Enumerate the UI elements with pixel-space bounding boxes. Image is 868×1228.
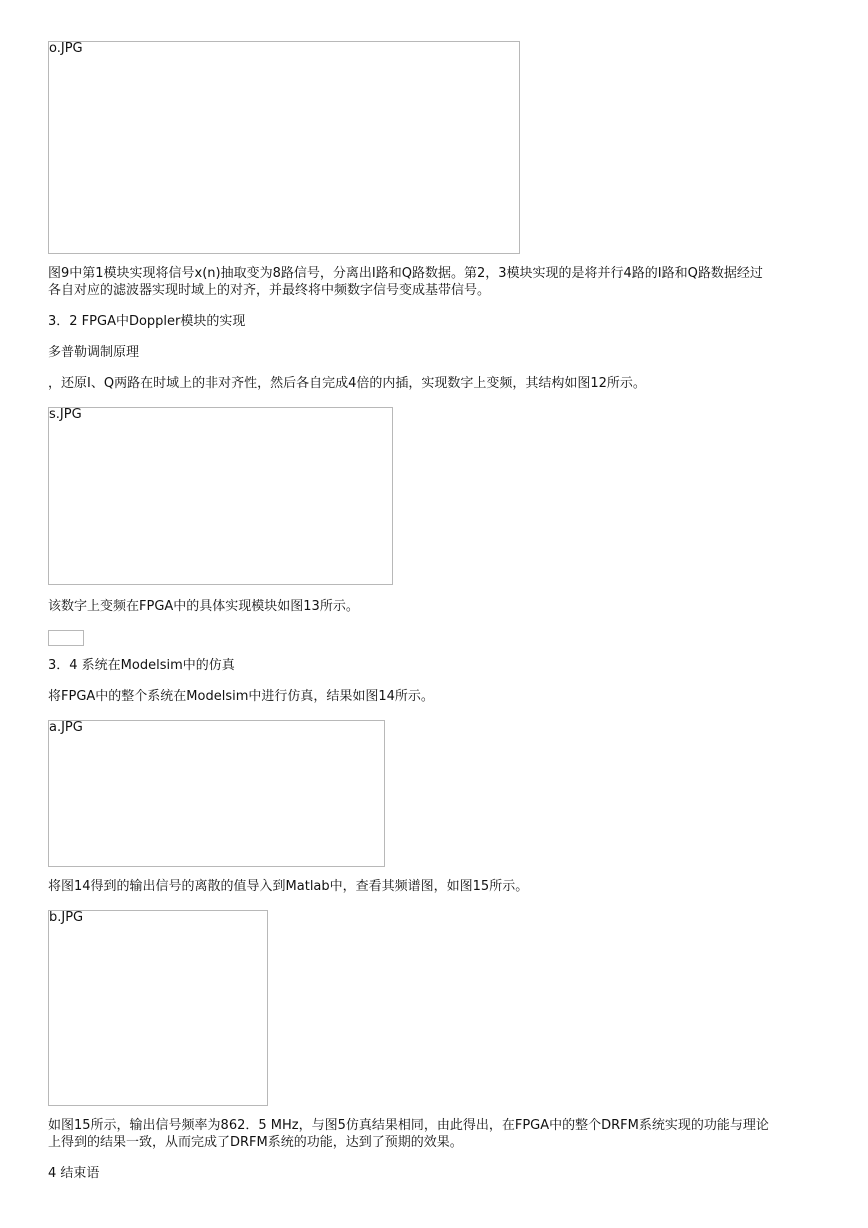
paragraph-doppler-principle: 多普勒调制原理 (48, 345, 140, 360)
figure-a-caption: a.JPG (49, 720, 83, 735)
figure-b-caption: b.JPG (49, 910, 84, 925)
paragraph-fig13: 该数字上变频在FPGA中的具体实现模块如图13所示。 (48, 599, 359, 614)
broken-image-placeholder (48, 630, 84, 646)
figure-o-caption: o.JPG (49, 41, 83, 56)
paragraph-fig9-line2: 各自对应的滤波器实现时域上的对齐，并最终将中频数字信号变成基带信号。 (48, 283, 491, 298)
figure-a (48, 720, 385, 867)
section-heading-3-4: 3．4 系统在Modelsim中的仿真 (48, 658, 235, 673)
section-heading-3-2: 3．2 FPGA中Doppler模块的实现 (48, 314, 246, 329)
figure-s (48, 407, 393, 585)
figure-s-caption: s.JPG (49, 407, 82, 422)
figure-o (48, 41, 520, 254)
section-heading-4: 4 结束语 (48, 1166, 100, 1181)
paragraph-result-line1: 如图15所示，输出信号频率为862．5 MHz，与图5仿真结果相同，由此得出，在FPGA中的整个DRFM系统实现的功能与理论 (48, 1118, 769, 1133)
figure-b (48, 910, 268, 1106)
paragraph-result-line2: 上得到的结果一致，从而完成了DRFM系统的功能，达到了预期的效果。 (48, 1135, 463, 1150)
paragraph-fig9-line1: 图9中第1模块实现将信号x(n)抽取变为8路信号，分离出I路和Q路数据。第2，3模块实现的是将并行4路的I路和Q路数据经过 (48, 266, 763, 281)
paragraph-simulation: 将FPGA中的整个系统在Modelsim中进行仿真，结果如图14所示。 (48, 689, 434, 704)
paragraph-upconversion: ，还原I、Q两路在时域上的非对齐性，然后各自完成4倍的内插，实现数字上变频，其结构如图12所示。 (48, 376, 646, 391)
paragraph-matlab: 将图14得到的输出信号的离散的值导入到Matlab中，查看其频谱图，如图15所示。 (48, 879, 529, 894)
